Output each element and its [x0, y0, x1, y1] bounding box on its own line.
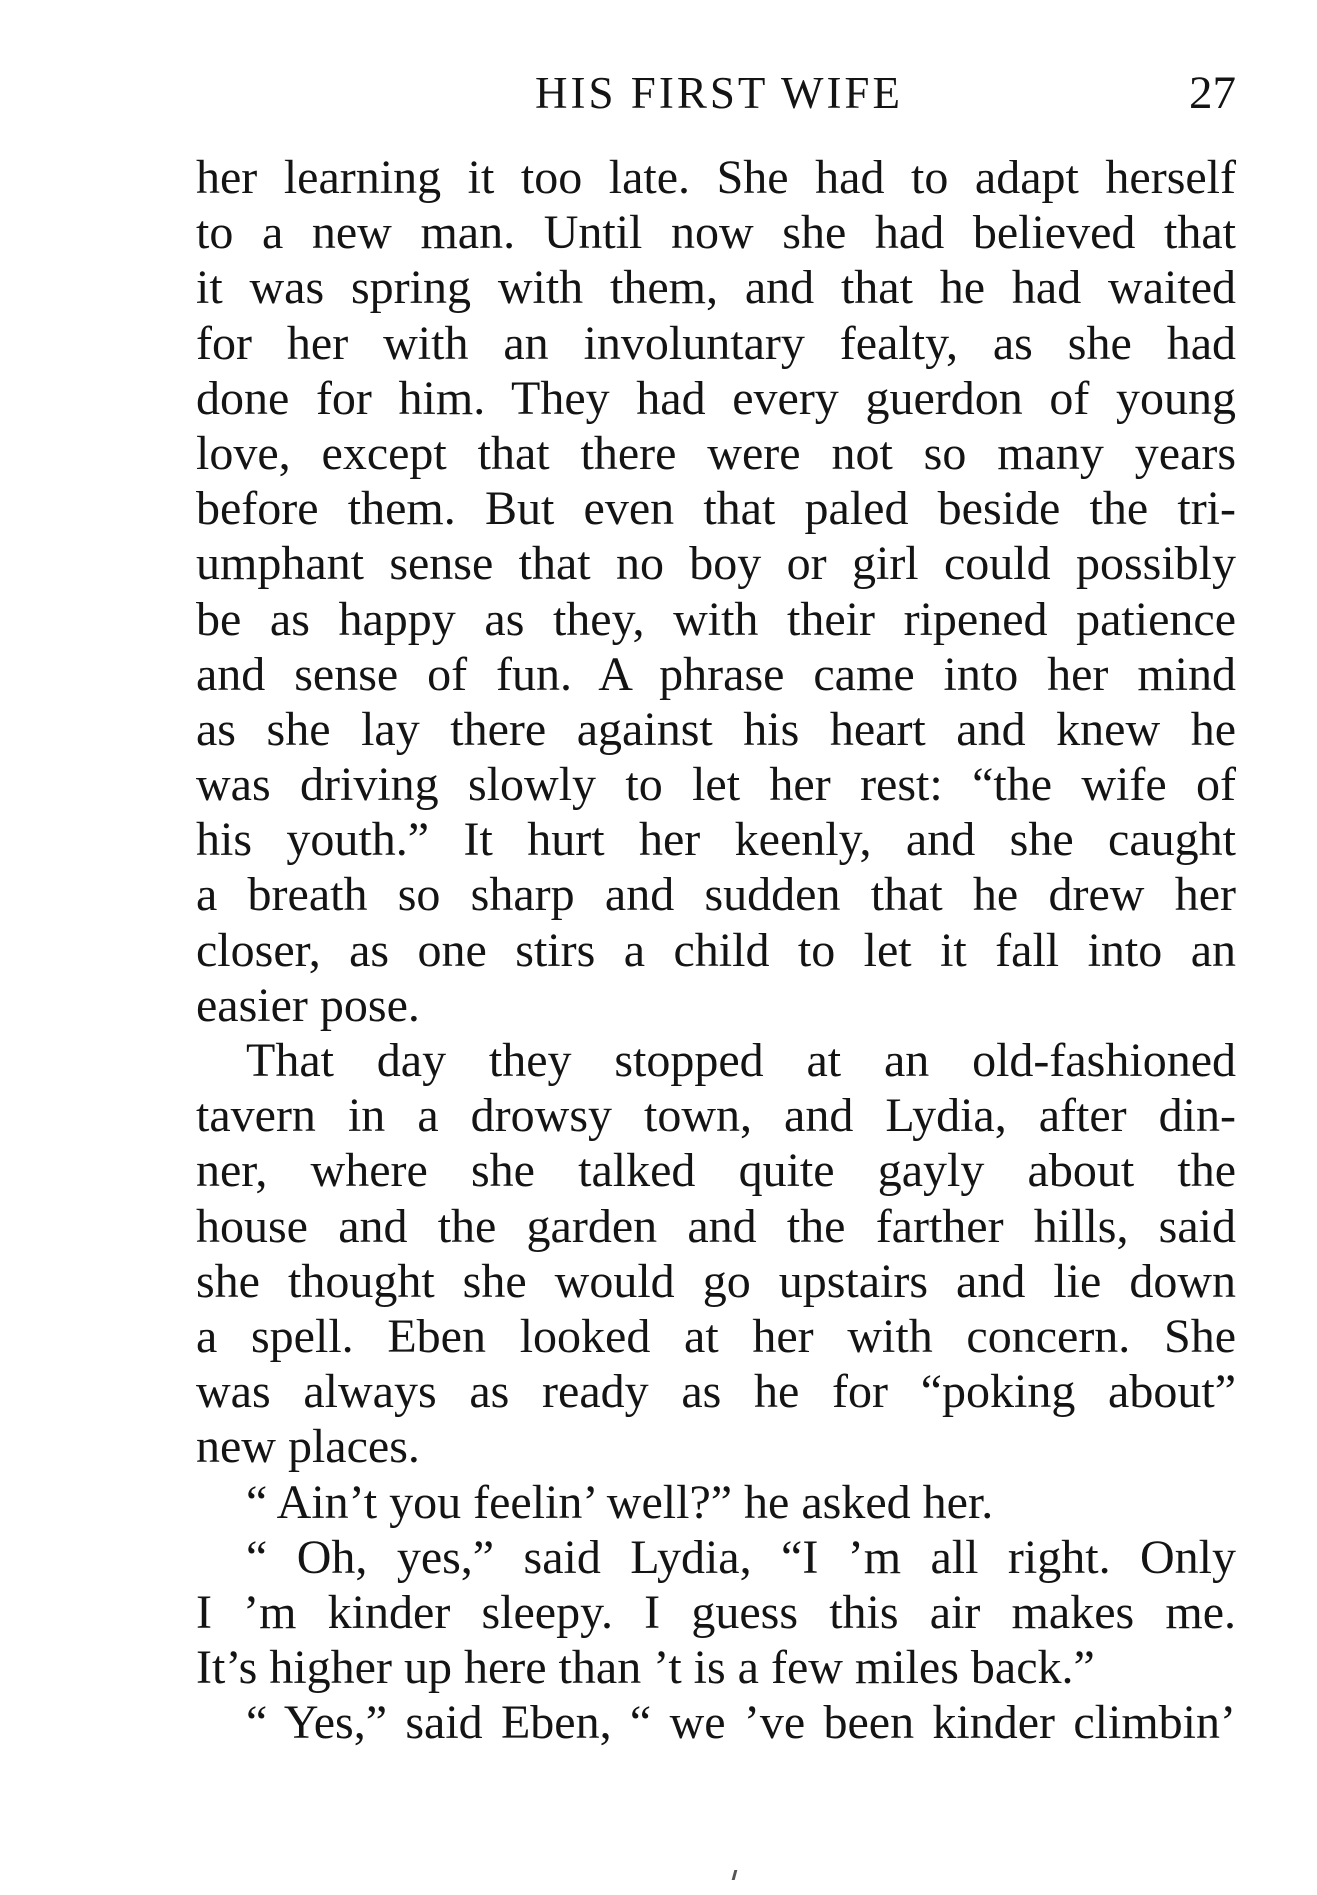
- running-head: [196, 58, 1236, 128]
- text-line: “ Oh, yes,” said Lydia, “I ’m all right. Only: [246, 1530, 1236, 1584]
- text-line: “ Ain’t you feelin’ well?” he asked her.: [246, 1475, 994, 1529]
- text-line: love, except that there were not so many years: [196, 426, 1236, 480]
- text-line: ner, where she talked quite gayly about the: [196, 1144, 1236, 1198]
- text-line: was driving slowly to let her rest: “the wife of: [196, 758, 1236, 812]
- text-line: it was spring with them, and that he had waited: [196, 261, 1236, 315]
- text-line: be as happy as they, with their ripened patience: [196, 592, 1236, 646]
- text-line: her learning it too late. She had to adapt herself: [196, 151, 1236, 204]
- text-line: before them. But even that paled beside the tri-: [196, 482, 1236, 536]
- text-line: to a new man. Until now she had believed that: [196, 206, 1236, 260]
- ink-speck: [732, 1870, 738, 1880]
- running-title: HIS FIRST WIFE: [535, 68, 903, 118]
- text-line: as she lay there against his heart and knew he: [196, 702, 1236, 756]
- page-number: 27: [1189, 67, 1236, 119]
- text-line: tavern in a drowsy town, and Lydia, after din-: [196, 1089, 1236, 1143]
- text-line: closer, as one stirs a child to let it fall into an: [196, 923, 1236, 977]
- text-line: she thought she would go upstairs and lie down: [196, 1254, 1236, 1308]
- text-line: new places.: [196, 1420, 420, 1474]
- text-line: a spell. Eben looked at her with concern. She: [196, 1309, 1236, 1363]
- text-line: I ’m kinder sleepy. I guess this air makes me.: [196, 1585, 1236, 1639]
- text-line: That day they stopped at an old-fashioned: [246, 1034, 1236, 1087]
- text-line: “ Yes,” said Eben, “ we ’ve been kinder climbin’: [246, 1696, 1236, 1750]
- text-line: was always as ready as he for “poking about”: [196, 1365, 1236, 1419]
- text-line: and sense of fun. A phrase came into her mind: [196, 647, 1236, 701]
- text-line: It’s higher up here than ’t is a few miles back.”: [196, 1641, 1095, 1695]
- text-line: umphant sense that no boy or girl could possibly: [196, 537, 1236, 591]
- text-line: easier pose.: [196, 978, 420, 1032]
- text-line: done for him. They had every guerdon of young: [196, 371, 1236, 425]
- text-line: a breath so sharp and sudden that he drew her: [196, 868, 1236, 922]
- text-line: for her with an involuntary fealty, as she had: [196, 316, 1236, 370]
- text-line: house and the garden and the farther hills, said: [196, 1199, 1236, 1253]
- body-text: [196, 150, 1236, 1750]
- text-line: his youth.” It hurt her keenly, and she caught: [196, 813, 1236, 867]
